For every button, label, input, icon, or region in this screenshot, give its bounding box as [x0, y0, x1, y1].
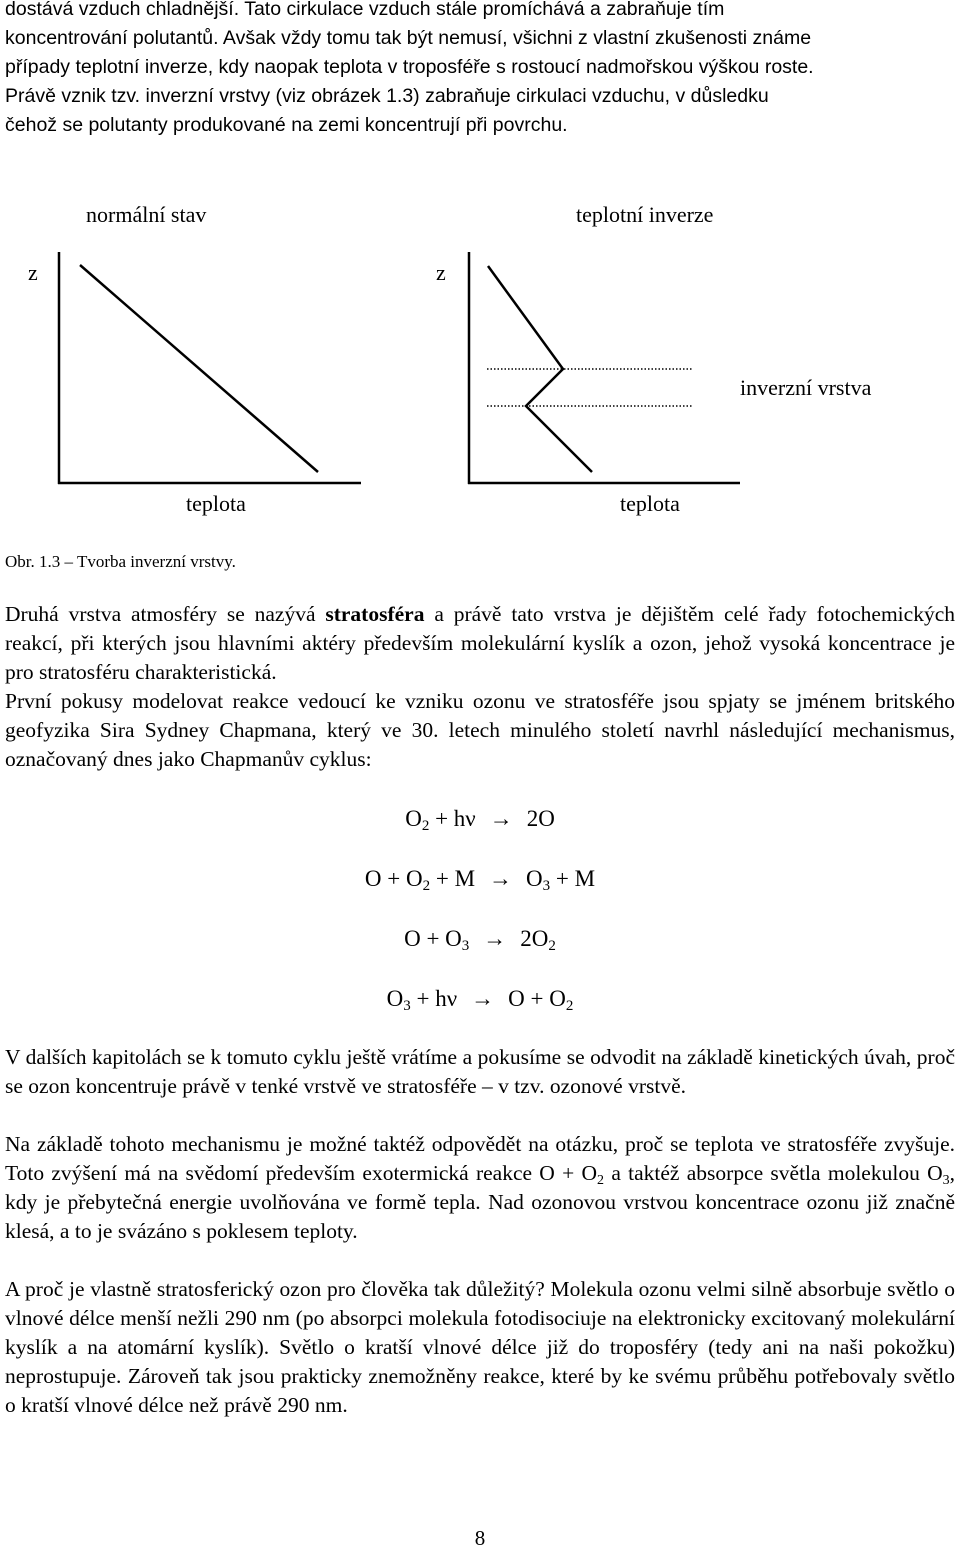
para1-bold: stratosféra: [325, 602, 425, 626]
para4-sub-1: 2: [597, 1173, 605, 1188]
right-title: teplotní inverze: [576, 202, 714, 227]
eq4-product-sub: 2: [565, 998, 574, 1014]
paragraph-stratosphere: [5, 600, 955, 687]
para4-text-1: Na základě tohoto mechanismu je možné taktéž odpovědět na otázku, proč se teplota ve stratosféře zvyšuje. Toto zvýšení má na svědomí především exotermická reakce O + O: [5, 1132, 955, 1185]
right-y-label: z: [436, 260, 446, 285]
eq1-reactant: O: [405, 806, 422, 831]
eq1-reactant-sub: 2: [421, 818, 430, 834]
eq3-product-sub: 2: [548, 938, 556, 954]
eq4-reactant-rest: + hν: [410, 986, 458, 1011]
figure-caption: Obr. 1.3 – Tvorba inverzní vrstvy.: [5, 552, 236, 571]
left-title: normální stav: [86, 202, 207, 227]
equation-3: [0, 926, 960, 952]
eq4-reactant-sub: 3: [403, 998, 411, 1014]
left-temperature-profile: [80, 265, 318, 472]
left-y-label: z: [28, 260, 38, 285]
para1-before: Druhá vrstva atmosféry se nazývá: [5, 602, 326, 626]
layer-label: inverzní vrstva: [740, 375, 872, 400]
eq4-arrow: →: [471, 986, 495, 1011]
paragraph-chapman: První pokusy modelovat reakce vedoucí ke vzniku ozonu ve stratosféře jsou spjaty se jménem britského geofyzika Sira Sydney Chapmana, který ve 30. letech minulého století navrhl následující mechanismus, označovaný dnes jako Chapmanův cyklus:: [5, 689, 955, 771]
left-x-label: teplota: [186, 491, 246, 516]
eq2-reactant-rest: + M: [430, 866, 476, 891]
inversion-figure: [0, 0, 960, 560]
intro-line-2: koncentrování polutantů. Avšak vždy tomu tak být nemusí, všichni z vlastní zkušenosti známe: [5, 27, 812, 49]
eq2-product-rest: + M: [550, 866, 596, 891]
equation-2: [0, 866, 960, 892]
eq2-reactant-sub: 2: [422, 878, 431, 894]
paragraph-ozone-layer: V dalších kapitolách se k tomuto cyklu ještě vrátíme a pokusíme se odvodit na základě kinetických úvah, proč se ozon koncentruje právě v tenké vrstvě ve stratosféře – v tzv. ozonové vrstvě.: [5, 1045, 955, 1098]
eq3-reactant: O + O: [404, 926, 462, 951]
eq3-product: 2O: [520, 926, 549, 951]
eq4-product: O + O: [508, 986, 566, 1011]
paragraph-importance: A proč je vlastně stratosferický ozon pro člověka tak důležitý? Molekula ozonu velmi silně absorbuje světlo o vlnové délce menší nežli 290 nm (po absorpci molekula fotodisociuje na elektronicky excitovaný molekulární kyslík a na atomární kyslík). Světlo o kratší vlnové délce již do troposféry (tedy ani na naši pokožku) neprostupuje. Zároveň tak jsou prakticky znemožněny reakce, které by ke svému průběhu potřebovaly světlo o kratší vlnové délce než právě 290 nm.: [5, 1277, 955, 1417]
paragraph-temperature: [5, 1130, 955, 1246]
eq2-arrow: →: [489, 866, 513, 891]
equation-4: [0, 986, 960, 1012]
equation-1: [0, 806, 960, 832]
eq1-arrow: →: [489, 806, 513, 831]
right-x-label: teplota: [620, 491, 680, 516]
intro-line-1: dostává vzduch chladnější. Tato cirkulace vzduch stále promíchává a zabraňuje tím: [5, 0, 725, 20]
eq2-product: O: [526, 866, 543, 891]
para1-after: a právě tato vrstva je dějištěm celé řady fotochemických reakcí, při kterých jsou hlavními aktéry především molekulární kyslík a ozon, jehož vysoká koncentrace je pro stratosféru charakteristická.: [5, 602, 955, 684]
eq3-arrow: →: [483, 926, 507, 951]
eq3-reactant-sub: 3: [461, 938, 470, 954]
intro-line-5: čehož se polutanty produkované na zemi koncentrují při povrchu.: [5, 114, 568, 136]
para4-sub-2: 3: [942, 1173, 950, 1188]
page-number: 8: [474, 1526, 486, 1550]
eq1-reactant-rest: + hν: [429, 806, 476, 831]
intro-line-4: Právě vznik tzv. inverzní vrstvy (viz obrázek 1.3) zabraňuje cirkulaci vzduchu, v důsledku: [5, 85, 769, 107]
para4-text-2: a taktéž absorpce světla molekulou O: [604, 1161, 943, 1185]
eq2-reactant: O + O: [364, 866, 423, 891]
eq2-product-sub: 3: [542, 878, 551, 894]
intro-line-3: případy teplotní inverze, kdy naopak teplota v troposféře s rostoucí nadmořskou výškou roste.: [5, 56, 814, 78]
eq1-product: 2O: [526, 806, 555, 831]
eq4-reactant: O: [386, 986, 404, 1011]
para4-text-3: , kdy je přebytečná energie uvolňována ve formě tepla. Nad ozonovou vrstvou koncentrace ozonu již značně klesá, a to je svázáno s poklesem teploty.: [5, 1161, 955, 1243]
